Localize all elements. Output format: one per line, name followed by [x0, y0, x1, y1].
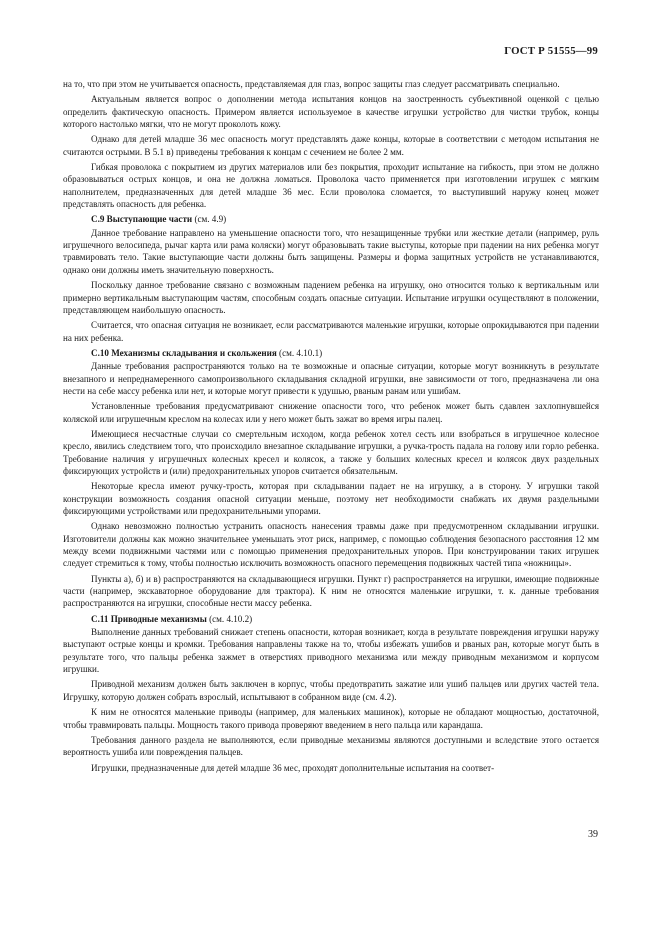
section-number: С.9	[91, 214, 105, 225]
section-heading-c10	[63, 347, 599, 359]
section-title: Приводные механизмы	[110, 613, 207, 624]
section-ref: (см. 4.10.1)	[279, 347, 323, 358]
paragraph: Считается, что опасная ситуация не возникает, если рассматриваются маленькие игрушки, которые опрокидываются при падении на них ребенка.	[63, 320, 599, 343]
paragraph: Однако невозможно полностью устранить опасность нанесения травмы даже при предусмотренном складывании игрушки. Изготовители должны как можно значительнее уменьшать этот риск, например, с помощью соблюдения безопасного расстояния 12 мм между всеми подвижными частями или с помощью применения предохранительных упоров. При конструировании таких игрушек следует стремиться к тому, чтобы полностью исключить возможность опасного перемещения подвижных частей типа «ножницы».	[63, 521, 599, 569]
paragraph: Приводной механизм должен быть заключен в корпус, чтобы предотвратить зажатие или ушиб пальцев или других частей тела. Игрушку, которую должен собрать взрослый, испытывают в собранном виде (см. 4.2).	[63, 679, 599, 702]
section-number: С.11	[91, 613, 109, 624]
paragraph: Выполнение данных требований снижает степень опасности, которая возникает, когда в результате повреждения игрушки наружу выступают острые концы и кромки. Требования направлены также на то, чтобы избежать ушибов и рваных ран, которые могут быть в результате того, что пальцы ребенка зажмет в отверстиях приводного механизма или между приводным механизмом и корпусом игрушки.	[63, 627, 599, 675]
paragraph: Данное требование направлено на уменьшение опасности того, что незащищенные трубки или жесткие детали (например, руль игрушечного велосипеда, рычаг карта или рама коляски) могут образовывать такие выступы, которые при падении на них ребенка могут травмировать тело. Такие выступающие части должны быть защищены. Размеры и форма защитных устройств не устанавливаются, однако они должны иметь значительную поверхность.	[63, 227, 599, 275]
section-ref: (см. 4.10.2)	[209, 613, 253, 624]
paragraph: Актуальным является вопрос о дополнении метода испытания концов на заостренность субъективной оценкой с целью определить фактическую опасность. Примером является используемое в качестве игрушки устройство для чистки трубок, концы которого настолько мягки, что не могут проколоть кожу.	[63, 94, 599, 130]
paragraph: Данные требования распространяются только на те возможные и опасные ситуации, которые могут возникнуть в результате внезапного и непреднамеренного самопроизвольного складывания складной игрушки, вне зависимости от того, предназначена ли она нести на себе массу ребенка или нет, и которые могут привести к удушью, рваным ранам или ушибам.	[63, 361, 599, 396]
standard-header: ГОСТ Р 51555—99	[504, 45, 598, 57]
document-body	[63, 78, 599, 777]
section-title: Механизмы складывания и скольжения	[111, 347, 277, 358]
paragraph: Требования данного раздела не выполняются, если приводные механизмы являются доступными и вследствие этого остается вероятность ушиба или повреждения пальцев.	[63, 734, 599, 758]
paragraph: на то, что при этом не учитывается опасность, представляемая для глаз, вопрос защиты глаз следует рассматривать специально.	[63, 79, 560, 89]
section-heading-c11	[63, 613, 599, 625]
section-title: Выступающие части	[106, 214, 193, 225]
paragraph: Поскольку данное требование связано с возможным падением ребенка на игрушку, оно относится только к вертикальным или примерно вертикальным выступающим частям, способным создать опасные ситуации. Испытание игрушки осуществляют в положении, представляющем наибольшую опасность.	[63, 280, 599, 315]
page-number: 39	[588, 829, 598, 840]
paragraph: Пункты а), б) и в) распространяются на складывающиеся игрушки. Пункт г) распространяется на игрушки, имеющие подвижные части (например, экскаваторное оборудование для трактора). К ним не относятся маленькие игрушки, т. к. данные требования распространяются на игрушки, способные нести массу ребенка.	[63, 573, 599, 609]
section-heading-c9	[63, 213, 599, 225]
paragraph: Некоторые кресла имеют ручку-трость, которая при складывании падает не на игрушку, а в сторону. У игрушки такой конструкции возможность создания опасной ситуации меньше, поэтому нет необходимости снабжать их двумя раздельными фиксирующими устройствами или предохранительными упорами.	[63, 481, 599, 516]
paragraph: Имеющиеся несчастные случаи со смертельным исходом, когда ребенок хотел сесть или взобраться в игрушечное колесное кресло, явились следствием того, что происходило внезапное складывание игрушки, а ручка-трость падала на голову или горло ребенка. Требование наличия у игрушечных колесных кресел и колясок, а также у больших колесных кресел и колясок двух раздельных фиксирующих устройств и (или) предохранительных упоров считается обязательным.	[63, 428, 599, 476]
paragraph: Однако для детей младше 36 мес опасность могут представлять даже концы, которые в соответствии с методом испытания не считаются острыми. В 5.1 в) приведены требования к концам с сечением не более 2 мм.	[63, 134, 599, 157]
paragraph: Игрушки, предназначенные для детей младше 36 мес, проходят дополнительные испытания на соответ-	[91, 762, 495, 773]
paragraph: К ним не относятся маленькие приводы (например, для маленьких машинок), которые не обладают мощностью, достаточной, чтобы травмировать пальцы. Мощность такого привода проверяют введением в него пальца или карандаша.	[63, 707, 599, 730]
section-ref: (см. 4.9)	[194, 214, 227, 225]
paragraph: Установленные требования предусматривают снижение опасности того, что ребенок может быть сдавлен захлопнувшейся коляской или игрушечным креслом на колесах или у него может быть зажат во время игры палец.	[63, 401, 599, 424]
section-number: С.10	[91, 347, 109, 358]
paragraph: Гибкая проволока с покрытием из других материалов или без покрытия, проходит испытание на гибкость, при этом не должно образовываться острых концов, и она не должна ломаться. Проволока часто применяется при изготовлении игрушек с мягким наполнителем, предназначенных для детей младше 36 мес. Если проволока сломается, то выступивший наружу конец может представлять опасность для ребенка.	[63, 162, 599, 210]
